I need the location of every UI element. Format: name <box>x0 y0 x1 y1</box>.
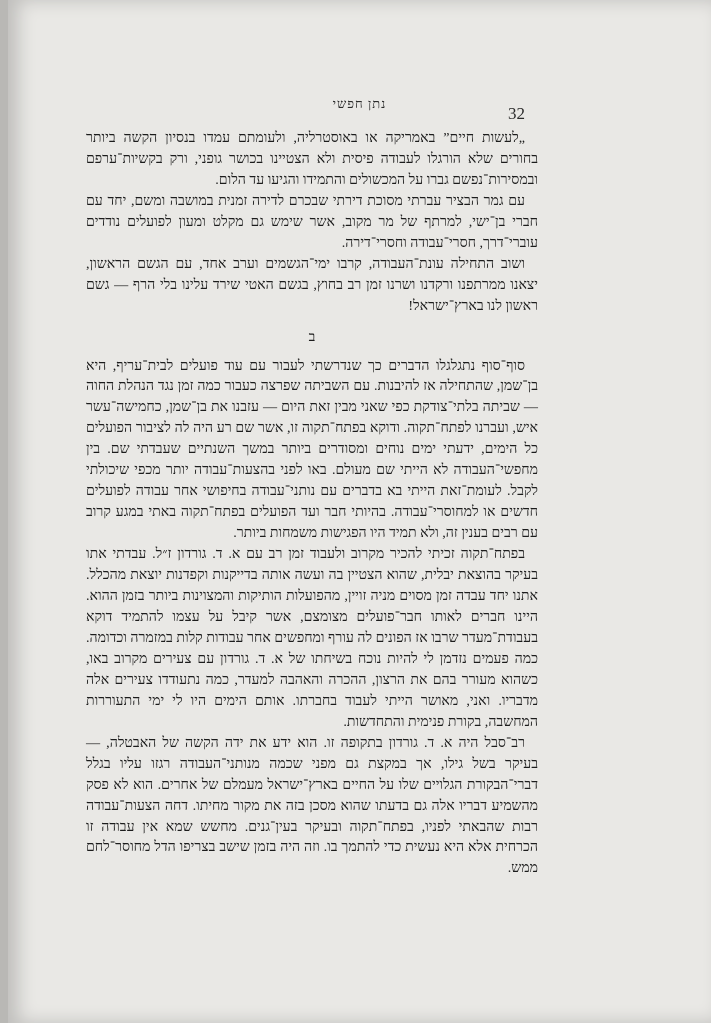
paragraph: ושוב התחילה עונת־העבודה, קרבו ימי־הגשמים וערב אחד, עם הגשם הראשון, יצאנו ממרתפנו ורקדנו ושרנו זמן רב בחוץ, בגשם האטי שירד עלינו בלי הרף — גשם ראשון לנו בארץ־ישראל! <box>86 255 538 314</box>
book-page <box>8 0 711 1023</box>
paragraph: סוף־סוף נתגלגלו הדברים כך שנדרשתי לעבור עם עוד פועלים לבית־עריף, היא בן־שמן, שהתחילה אז להיבנות. עם השביתה שפרצה כעבור כמה זמן נגד הנהלת החוה — שביתה בלתי־צודקת כפי שאני מבין זאת היום — עזבנו את בן־שמן, כחמישה־עשר איש, ועברנו לפתח־תקוה. ודוקא בפתח־תקוה זו, אשר שם רע היה לה לציבור הפועלים כל הימים, ידעתי ימים נוחים ומסודרים ביותר במשך השנתיים שעבדתי שם. בין מחפשי־העבודה לא הייתי שם מעולם. באו לפני בהצעות־עבודה יותר מכפי שיכולתי לקבל. לעומת־זאת הייתי בא בדברים עם נותני־עבודה בחיפושי אחר עבודה לפועלים חדשים או למחוסרי־עבודה. בהיותי חבר ועד הפועלים בפתח־תקוה באתי במגע קרוב עם רבים בענין זה, ולא תמיד היו הפגישות משמחות ביותר. <box>86 357 538 542</box>
body-text <box>86 128 538 879</box>
paragraph: בפתח־תקוה זכיתי להכיר מקרוב ולעבוד זמן רב עם א. ד. גורדון ז״ל. עבדתי אתו בעיקר בהוצאת יבלית, שהוא הצטיין בה ועשה אותה בדייקנות וקפדנות יוצאת מהכלל. אתנו יחד עבדה זמן מסוים מניה זויין, מהפועלות הותיקות והמצוינות ביותר בזמן ההוא. היינו חברים לאותו חבר־פועלים מצומצם, אשר קיבל על עצמו להתמיד דוקא בעבודת־מעדר שרבו אז הפונים לה עורף ומחפשים אחר עבודות קלות במזמרה וכדומה. כמה פעמים נזדמן לי להיות נוכח בשיחתו של א. ד. גורדון עם צעירים מקרוב באו, כשהוא מעורר בהם את הרצון, ההכרה והאהבה למעדר, כמה נתעודדו צעירים אלה מדבריו. ואני, מאושר הייתי לעבוד בחברתו. אותם הימים היו לי ימי התעוררות המחשבה, בקורת פנימית והתחדשות. <box>86 546 538 730</box>
paragraph: „לעשות חיים” באמריקה או באוסטרליה, ולעומתם עמדו בנסיון הקשה ביותר בחורים שלא הורגלו לעבודה פיסית ולא הצטיינו בכושר גופני, ורק בקשיות־ערפם ובמסירות־נפשם גברו על המכשולים והתמידו והגיעו עד הלום. <box>86 130 538 188</box>
running-head: נתן חפשי <box>332 96 387 111</box>
paragraph: רב־סבל היה א. ד. גורדון בתקופה זו. הוא ידע את ידה הקשה של האבטלה, — בעיקר בשל גילו, אך במקצת גם מפני שכמה מנותני־העבודה רגזו עליו בגלל דברי־הבקורת הגלויים שלו על החיים בארץ־ישראל מעמלם של אחרים. הוא לא פסק מהשמיע דבריו אלה גם בדעתו שהוא מסכן בזה את מקור מחיתו. דחה הצעות־עבודה רבות שהבאתי לפניו, בפתח־תקוה ובעיקר בעין־גנים. מחשש שמא אין עבודה זו הכרחית אלא היא נעשית כדי להתמך בו. וזה היה בזמן שישב בצריפו הדל מחוסר־לחם ממש. <box>86 734 538 877</box>
page-number: 32 <box>508 104 525 123</box>
paragraph: עם גמר הבציר עברתי מסוכת דירתי שבכרם לדירה זמנית במושבה ומשם, יחד עם חברי בן־ישי, למרתף של מר מקוב, אשר שימש גם מקלט ומעון לפועלים נודדים עוברי־דרך, חסרי־עבודה וחסרי־דירה. <box>86 192 538 251</box>
section-heading: ב <box>308 329 316 345</box>
